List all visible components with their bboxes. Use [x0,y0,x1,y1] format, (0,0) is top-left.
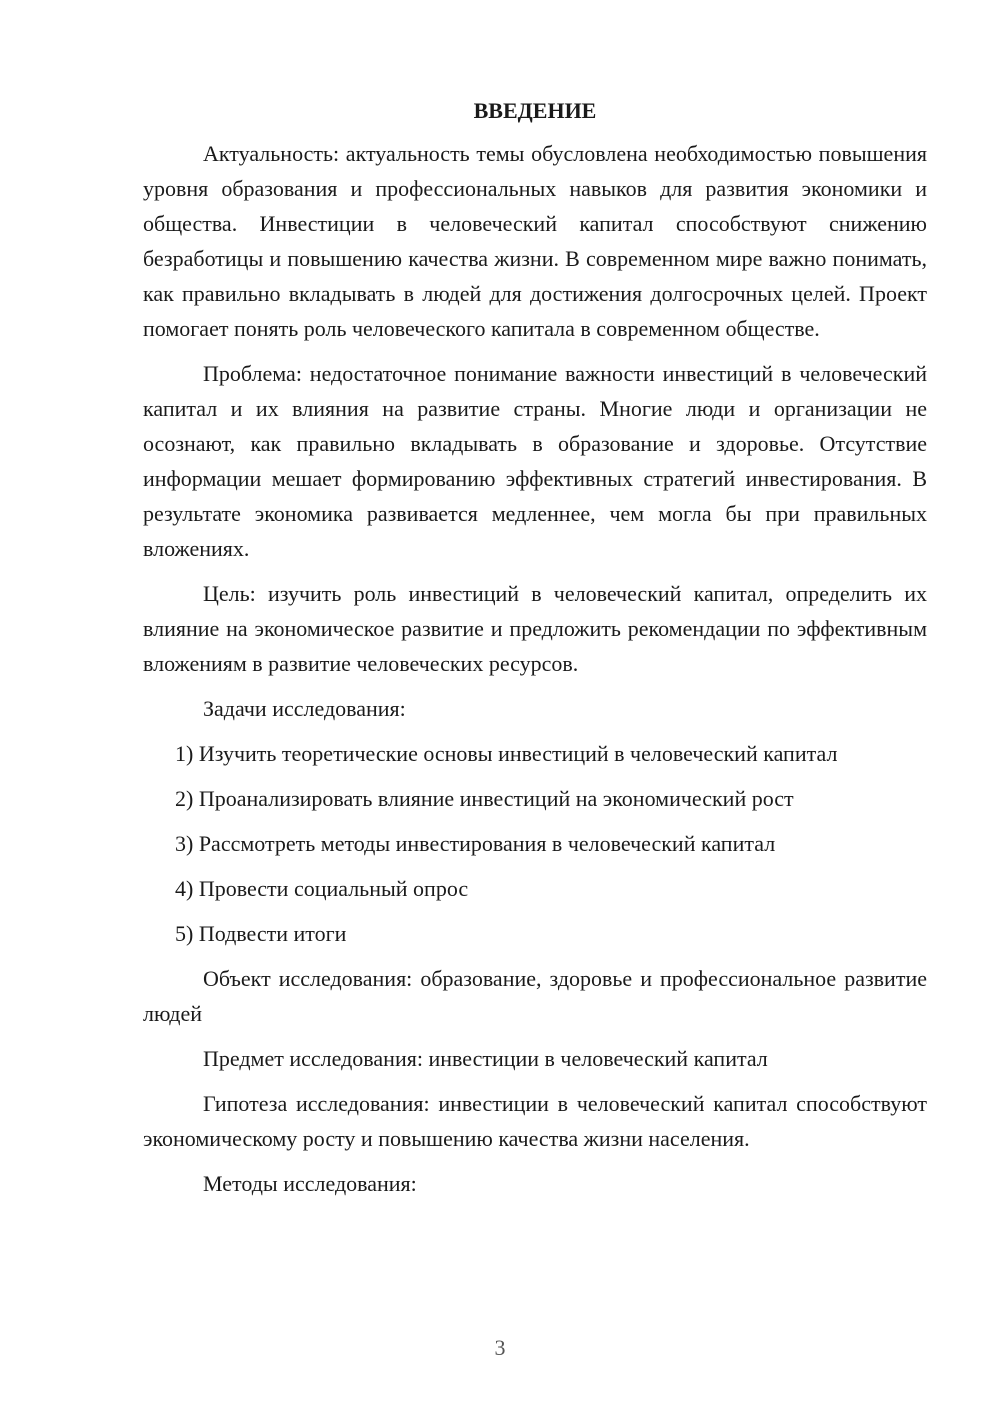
paragraph-goal: Цель: изучить роль инвестиций в человеческий капитал, определить их влияние на экономическое развитие и предложить рекомендации по эффективным вложениям в развитие человеческих ресурсов. [143,581,927,676]
list-item: 5) Подвести итоги [175,921,347,946]
paragraph-hypothesis: Гипотеза исследования: инвестиции в человеческий капитал способствуют экономическому росту и повышению качества жизни населения. [143,1091,927,1151]
page-content [143,93,927,1211]
page-number: 3 [494,1335,506,1360]
section-title: ВВЕДЕНИЕ [473,98,597,123]
tasks-heading: Задачи исследования: [203,696,406,721]
list-item: 2) Проанализировать влияние инвестиций на экономический рост [175,786,794,811]
paragraph-object: Объект исследования: образование, здоровье и профессиональное развитие людей [143,966,927,1026]
list-item: 4) Провести социальный опрос [175,876,469,901]
list-item: 3) Рассмотреть методы инвестирования в человеческий капитал [175,831,776,856]
tasks-list [143,736,927,951]
methods-heading: Методы исследования: [203,1171,417,1196]
list-item: 1) Изучить теоретические основы инвестиций в человеческий капитал [175,741,838,766]
paragraph-relevance: Актуальность: актуальность темы обусловлена необходимостью повышения уровня образования и профессиональных навыков для развития экономики и общества. Инвестиции в человеческий капитал способствуют снижению безработицы и повышению качества жизни. В современном мире важно понимать, как правильно вкладывать в людей для достижения долгосрочных целей. Проект помогает понять роль человеческого капитала в современном обществе. [143,141,927,341]
paragraph-subject: Предмет исследования: инвестиции в человеческий капитал [203,1046,768,1071]
paragraph-problem: Проблема: недостаточное понимание важности инвестиций в человеческий капитал и их влияния на развитие страны. Многие люди и организации не осознают, как правильно вкладывать в образование и здоровье. Отсутствие информации мешает формированию эффективных стратегий инвестирования. В результате экономика развивается медленнее, чем могла бы при правильных вложениях. [143,361,927,561]
